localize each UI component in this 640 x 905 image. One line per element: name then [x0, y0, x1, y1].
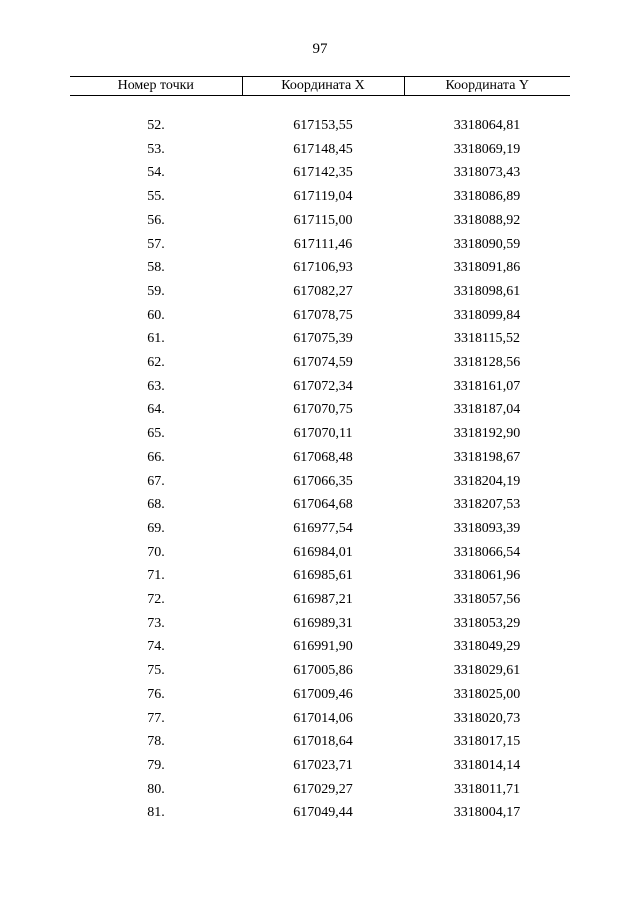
coordinate-y-cell: 3318161,07: [453, 378, 521, 394]
point-number-cell: 81.: [147, 805, 165, 821]
table-row: [70, 517, 570, 541]
table-row: [70, 683, 570, 707]
point-number-cell: 68.: [147, 497, 165, 513]
table-row: [70, 659, 570, 683]
table-row: [70, 446, 570, 470]
coordinate-x-cell: 617029,27: [293, 781, 353, 797]
coordinate-x-cell: 617106,93: [293, 260, 353, 276]
page-number: 97: [312, 41, 328, 57]
coordinate-x-cell: 617066,35: [293, 473, 353, 489]
point-number-cell: 53.: [147, 141, 165, 157]
point-number-cell: 56.: [147, 212, 165, 228]
coordinate-y-cell: 3318099,84: [453, 307, 521, 323]
coordinate-y-cell: 3318187,04: [453, 402, 521, 418]
coordinate-y-cell: 3318011,71: [454, 781, 520, 797]
point-number-cell: 64.: [147, 402, 165, 418]
header-coordinate-y: Координата Y: [404, 77, 570, 96]
table-row: [70, 351, 570, 375]
point-number-cell: 74.: [147, 639, 165, 655]
coordinate-y-cell: 3318061,96: [453, 568, 521, 584]
table-row: [70, 161, 570, 185]
table-row: [70, 398, 570, 422]
point-number-cell: 63.: [147, 378, 165, 394]
point-number-cell: 62.: [147, 355, 165, 371]
coordinate-y-cell: 3318049,29: [453, 639, 521, 655]
point-number-cell: 73.: [147, 615, 165, 631]
coordinate-x-cell: 617023,71: [293, 757, 353, 773]
point-number-cell: 54.: [147, 165, 165, 181]
coordinate-x-cell: 616985,61: [293, 568, 353, 584]
coordinate-y-cell: 3318192,90: [453, 426, 521, 442]
coordinate-x-cell: 616991,90: [293, 639, 353, 655]
table-row: [70, 564, 570, 588]
table-row: [70, 327, 570, 351]
point-number-cell: 79.: [147, 757, 165, 773]
coordinate-y-cell: 3318069,19: [453, 141, 521, 157]
header-coordinate-x: Координата X: [242, 77, 404, 96]
table-row: [70, 375, 570, 399]
coordinate-y-cell: 3318128,56: [453, 355, 521, 371]
coordinate-y-cell: 3318066,54: [453, 544, 521, 560]
coordinate-x-cell: 617078,75: [293, 307, 353, 323]
point-number-cell: 75.: [147, 663, 165, 679]
coordinate-y-cell: 3318029,61: [453, 663, 521, 679]
coordinate-x-cell: 617009,46: [293, 686, 353, 702]
table-body: [70, 96, 570, 826]
coordinate-y-cell: 3318017,15: [453, 734, 521, 750]
coordinate-y-cell: 3318064,81: [453, 118, 521, 133]
coordinate-y-cell: 3318088,92: [453, 212, 521, 228]
table-row: [70, 233, 570, 257]
coordinate-y-cell: 3318093,39: [453, 520, 521, 536]
point-number-cell: 60.: [147, 307, 165, 323]
table-row: [70, 280, 570, 304]
coordinate-x-cell: 616987,21: [293, 592, 353, 608]
table-row: [70, 138, 570, 162]
point-number-cell: 57.: [147, 236, 165, 252]
table-row: [70, 114, 570, 138]
point-number-cell: 59.: [147, 283, 165, 299]
coordinate-y-cell: 3318053,29: [453, 615, 521, 631]
coordinate-x-cell: 617119,04: [293, 189, 353, 205]
table-row: [70, 707, 570, 731]
point-number-cell: 76.: [147, 686, 165, 702]
table-row: [70, 778, 570, 802]
coordinate-y-cell: 3318198,67: [453, 449, 521, 465]
table-row: [70, 256, 570, 280]
point-number-cell: 69.: [147, 520, 165, 536]
coordinate-x-cell: 617068,48: [293, 449, 353, 465]
table-row: [70, 754, 570, 778]
coordinate-y-cell: 3318204,19: [453, 473, 521, 489]
table-row: [70, 304, 570, 328]
coordinate-y-cell: 3318025,00: [453, 686, 521, 702]
coordinate-x-cell: 617070,75: [293, 402, 353, 418]
coordinate-x-cell: 617115,00: [293, 212, 353, 228]
coordinate-x-cell: 617111,46: [293, 236, 353, 252]
coordinate-x-cell: 616989,31: [293, 615, 353, 631]
table-row: [70, 635, 570, 659]
table-row: [70, 209, 570, 233]
table-header-row: [70, 77, 570, 96]
coordinate-x-cell: 617005,86: [293, 663, 353, 679]
header-point-number: Номер точки: [70, 77, 242, 96]
coordinate-x-cell: 617049,44: [293, 805, 353, 821]
point-number-cell: 70.: [147, 544, 165, 560]
coordinate-y-cell: 3318020,73: [453, 710, 521, 726]
point-number-cell: 72.: [147, 592, 165, 608]
coordinate-x-cell: 617064,68: [293, 497, 353, 513]
point-number-cell: 78.: [147, 734, 165, 750]
table-row: [70, 541, 570, 565]
table-row: [70, 730, 570, 754]
point-number-cell: 77.: [147, 710, 165, 726]
coordinates-table: [70, 76, 570, 825]
table-row: [70, 493, 570, 517]
coordinate-y-cell: 3318091,86: [453, 260, 521, 276]
coordinate-x-cell: 617153,55: [293, 118, 353, 133]
coordinate-y-cell: 3318004,17: [453, 805, 521, 821]
coordinate-x-cell: 616977,54: [293, 520, 353, 536]
coordinate-y-cell: 3318073,43: [453, 165, 521, 181]
coordinate-y-cell: 3318086,89: [453, 189, 521, 205]
coordinate-y-cell: 3318014,14: [453, 757, 521, 773]
table-row: [70, 801, 570, 825]
point-number-cell: 66.: [147, 449, 165, 465]
coordinate-x-cell: 617148,45: [293, 141, 353, 157]
coordinate-x-cell: 616984,01: [293, 544, 353, 560]
point-number-cell: 80.: [147, 781, 165, 797]
coordinate-y-cell: 3318207,53: [453, 497, 521, 513]
point-number-cell: 55.: [147, 189, 165, 205]
table-row: [70, 470, 570, 494]
point-number-cell: 65.: [147, 426, 165, 442]
coordinate-x-cell: 617075,39: [293, 331, 353, 347]
coordinate-x-cell: 617082,27: [293, 283, 353, 299]
point-number-cell: 67.: [147, 473, 165, 489]
coordinate-y-cell: 3318098,61: [453, 283, 521, 299]
table-row: [70, 612, 570, 636]
coordinate-x-cell: 617072,34: [293, 378, 353, 394]
coordinate-y-cell: 3318057,56: [453, 592, 521, 608]
table-row: [70, 185, 570, 209]
coordinate-x-cell: 617018,64: [293, 734, 353, 750]
point-number-cell: 71.: [147, 568, 165, 584]
coordinate-y-cell: 3318090,59: [453, 236, 521, 252]
point-number-cell: 58.: [147, 260, 165, 276]
coordinate-x-cell: 617142,35: [293, 165, 353, 181]
table-spacer-row: [70, 96, 570, 115]
table-row: [70, 422, 570, 446]
coordinate-y-cell: 3318115,52: [454, 331, 520, 347]
coordinate-x-cell: 617014,06: [293, 710, 353, 726]
point-number-cell: 61.: [147, 331, 165, 347]
table-row: [70, 588, 570, 612]
coordinate-x-cell: 617074,59: [293, 355, 353, 371]
point-number-cell: 52.: [147, 118, 165, 133]
coordinate-x-cell: 617070,11: [293, 426, 353, 442]
